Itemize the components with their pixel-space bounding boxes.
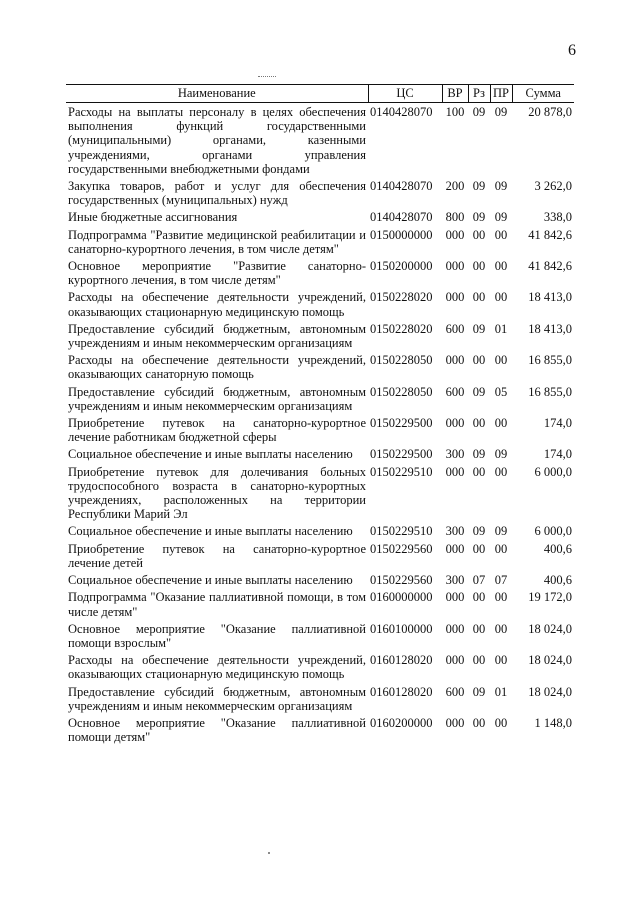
cell-pr: 09 (494, 179, 508, 194)
cell-vr: 200 (445, 179, 465, 194)
cell-pr: 00 (494, 290, 508, 305)
cell-name: Предоставление субсидий бюджетным, автономным учреждениям и иным некоммерческим организациям (68, 384, 366, 413)
cell-cs: 0160128020 (370, 684, 433, 699)
cell-sum: 16 855,0 (528, 384, 572, 399)
table-row (66, 320, 574, 351)
scan-mark (258, 76, 276, 79)
table-row (66, 463, 574, 523)
cell-vr: 600 (445, 321, 465, 336)
cell-rz: 09 (472, 684, 486, 699)
cell-name: Социальное обеспечение и иные выплаты населению (68, 573, 353, 588)
scan-speck (268, 852, 270, 854)
page-number: 6 (568, 42, 576, 59)
cell-rz: 00 (472, 715, 486, 730)
cell-sum: 19 172,0 (528, 590, 572, 605)
cell-cs: 0150228050 (370, 384, 433, 399)
cell-cs: 0150228020 (370, 321, 433, 336)
cell-name: Социальное обеспечение и иные выплаты населению (68, 447, 353, 462)
cell-pr: 00 (494, 653, 508, 668)
cell-pr: 00 (494, 464, 508, 479)
cell-name: Подпрограмма "Оказание паллиативной помощи, в том числе детям" (68, 590, 366, 619)
cell-cs: 0160000000 (370, 590, 433, 605)
cell-rz: 00 (472, 290, 486, 305)
cell-sum: 338,0 (543, 210, 572, 225)
header-sum: Сумма (512, 85, 574, 103)
header-vr: ВР (442, 85, 468, 103)
table-row (66, 208, 574, 225)
cell-vr: 000 (445, 290, 465, 305)
cell-vr: 000 (445, 353, 465, 368)
cell-name: Предоставление субсидий бюджетным, автономным учреждениям и иным некоммерческим организациям (68, 321, 366, 351)
cell-vr: 000 (445, 541, 465, 556)
cell-vr: 000 (445, 227, 465, 242)
table-row (66, 714, 574, 745)
cell-pr: 01 (494, 684, 508, 699)
cell-pr: 00 (494, 715, 508, 730)
cell-sum: 6 000,0 (534, 464, 572, 479)
cell-cs: 0160128020 (370, 653, 433, 668)
cell-vr: 000 (445, 621, 465, 636)
cell-sum: 41 842,6 (528, 259, 572, 274)
header-cs: ЦС (368, 85, 442, 103)
cell-sum: 18 413,0 (528, 321, 572, 336)
cell-name: Приобретение путевок для долечивания больных трудоспособного возраста в санаторно-курортных учреждениях, расположенных на территории Республики Марий Эл (68, 464, 366, 522)
cell-name: Расходы на обеспечение деятельности учреждений, оказывающих санаторную помощь (68, 353, 366, 382)
table-row (66, 651, 574, 682)
cell-rz: 09 (472, 321, 486, 336)
cell-name: Расходы на обеспечение деятельности учреждений, оказывающих стационарную медицинскую помощь (68, 290, 366, 319)
cell-rz: 09 (472, 179, 486, 194)
header-rz: Рз (468, 85, 490, 103)
cell-rz: 00 (472, 653, 486, 668)
table-row (66, 226, 574, 257)
table-row (66, 257, 574, 288)
cell-name: Основное мероприятие "Оказание паллиативной помощи взрослым" (68, 621, 366, 650)
cell-rz: 09 (472, 384, 486, 399)
cell-name: Расходы на выплаты персоналу в целях обеспечения выполнения функций государственными (муниципальными) органами, казенными учреждениями, органами управления государственными внебюджетными фондами (68, 105, 366, 176)
budget-table (66, 84, 574, 745)
cell-sum: 174,0 (543, 416, 572, 431)
cell-sum: 18 024,0 (528, 653, 572, 668)
cell-rz: 00 (472, 590, 486, 605)
cell-cs: 0150229560 (370, 573, 433, 588)
cell-pr: 09 (494, 105, 508, 119)
cell-cs: 0140428070 (370, 105, 433, 119)
table-row (66, 445, 574, 462)
cell-rz: 00 (472, 353, 486, 368)
cell-vr: 800 (445, 210, 465, 225)
cell-cs: 0150228020 (370, 290, 433, 305)
cell-name: Расходы на обеспечение деятельности учреждений, оказывающих стационарную медицинскую помощь (68, 653, 366, 682)
table-row (66, 522, 574, 539)
cell-vr: 000 (445, 653, 465, 668)
cell-pr: 00 (494, 227, 508, 242)
header-pr: ПР (490, 85, 512, 103)
cell-pr: 00 (494, 590, 508, 605)
cell-vr: 000 (445, 590, 465, 605)
cell-sum: 18 024,0 (528, 621, 572, 636)
cell-cs: 0140428070 (370, 179, 433, 194)
table-row (66, 177, 574, 208)
cell-pr: 07 (494, 573, 508, 588)
cell-pr: 05 (494, 384, 508, 399)
cell-vr: 000 (445, 259, 465, 274)
cell-rz: 09 (472, 447, 486, 462)
cell-rz: 09 (472, 210, 486, 225)
header-name: Наименование (66, 85, 368, 103)
cell-name: Иные бюджетные ассигнования (68, 210, 238, 225)
cell-cs: 0150000000 (370, 227, 433, 242)
cell-vr: 100 (445, 105, 465, 119)
cell-rz: 00 (472, 464, 486, 479)
cell-pr: 00 (494, 621, 508, 636)
cell-vr: 600 (445, 384, 465, 399)
table-row (66, 383, 574, 414)
cell-sum: 400,6 (543, 573, 572, 588)
cell-cs: 0150229500 (370, 416, 433, 431)
cell-pr: 09 (494, 524, 508, 539)
cell-name: Основное мероприятие "Развитие санаторно-курортного лечения, в том числе детям" (68, 259, 366, 288)
cell-rz: 00 (472, 416, 486, 431)
cell-vr: 000 (445, 416, 465, 431)
cell-cs: 0150200000 (370, 259, 433, 274)
table-row (66, 288, 574, 319)
cell-rz: 07 (472, 573, 486, 588)
table-header-row (66, 85, 574, 103)
cell-pr: 00 (494, 259, 508, 274)
cell-pr: 00 (494, 416, 508, 431)
cell-rz: 00 (472, 621, 486, 636)
cell-sum: 1 148,0 (534, 715, 572, 730)
table-row (66, 414, 574, 445)
cell-cs: 0160200000 (370, 715, 433, 730)
cell-sum: 41 842,6 (528, 227, 572, 242)
table-row (66, 620, 574, 651)
cell-sum: 400,6 (543, 541, 572, 556)
cell-vr: 000 (445, 715, 465, 730)
cell-cs: 0140428070 (370, 210, 433, 225)
cell-name: Предоставление субсидий бюджетным, автономным учреждениям и иным некоммерческим организациям (68, 684, 366, 713)
cell-pr: 01 (494, 321, 508, 336)
cell-name: Закупка товаров, работ и услуг для обеспечения государственных (муниципальных) нужд (68, 179, 366, 208)
cell-vr: 300 (445, 447, 465, 462)
cell-name: Приобретение путевок на санаторно-курортное лечение работникам бюджетной сферы (68, 416, 366, 445)
cell-sum: 18 413,0 (528, 290, 572, 305)
cell-name: Приобретение путевок на санаторно-курортное лечение детей (68, 541, 366, 570)
cell-rz: 00 (472, 227, 486, 242)
cell-sum: 20 878,0 (528, 105, 572, 119)
cell-sum: 3 262,0 (534, 179, 572, 194)
cell-name: Социальное обеспечение и иные выплаты населению (68, 524, 353, 539)
cell-name: Основное мероприятие "Оказание паллиативной помощи детям" (68, 715, 366, 745)
table-row (66, 571, 574, 588)
table-row (66, 540, 574, 571)
cell-cs: 0150229500 (370, 447, 433, 462)
cell-cs: 0150229560 (370, 541, 433, 556)
cell-sum: 174,0 (543, 447, 572, 462)
cell-sum: 18 024,0 (528, 684, 572, 699)
table-row (66, 351, 574, 382)
cell-rz: 00 (472, 541, 486, 556)
cell-vr: 000 (445, 464, 465, 479)
cell-vr: 300 (445, 573, 465, 588)
cell-vr: 300 (445, 524, 465, 539)
table-body (66, 103, 574, 746)
cell-pr: 00 (494, 541, 508, 556)
cell-pr: 09 (494, 447, 508, 462)
table-row (66, 683, 574, 714)
cell-pr: 00 (494, 353, 508, 368)
table-row (66, 103, 574, 178)
cell-cs: 0150228050 (370, 353, 433, 368)
cell-rz: 00 (472, 259, 486, 274)
cell-rz: 09 (472, 524, 486, 539)
cell-pr: 09 (494, 210, 508, 225)
cell-sum: 6 000,0 (534, 524, 572, 539)
cell-cs: 0150229510 (370, 524, 433, 539)
cell-cs: 0150229510 (370, 464, 433, 479)
cell-sum: 16 855,0 (528, 353, 572, 368)
table-row (66, 588, 574, 619)
cell-vr: 600 (445, 684, 465, 699)
cell-cs: 0160100000 (370, 621, 433, 636)
cell-rz: 09 (472, 105, 486, 119)
cell-name: Подпрограмма "Развитие медицинской реабилитации и санаторно-курортного лечения, в том числе детям" (68, 227, 366, 256)
